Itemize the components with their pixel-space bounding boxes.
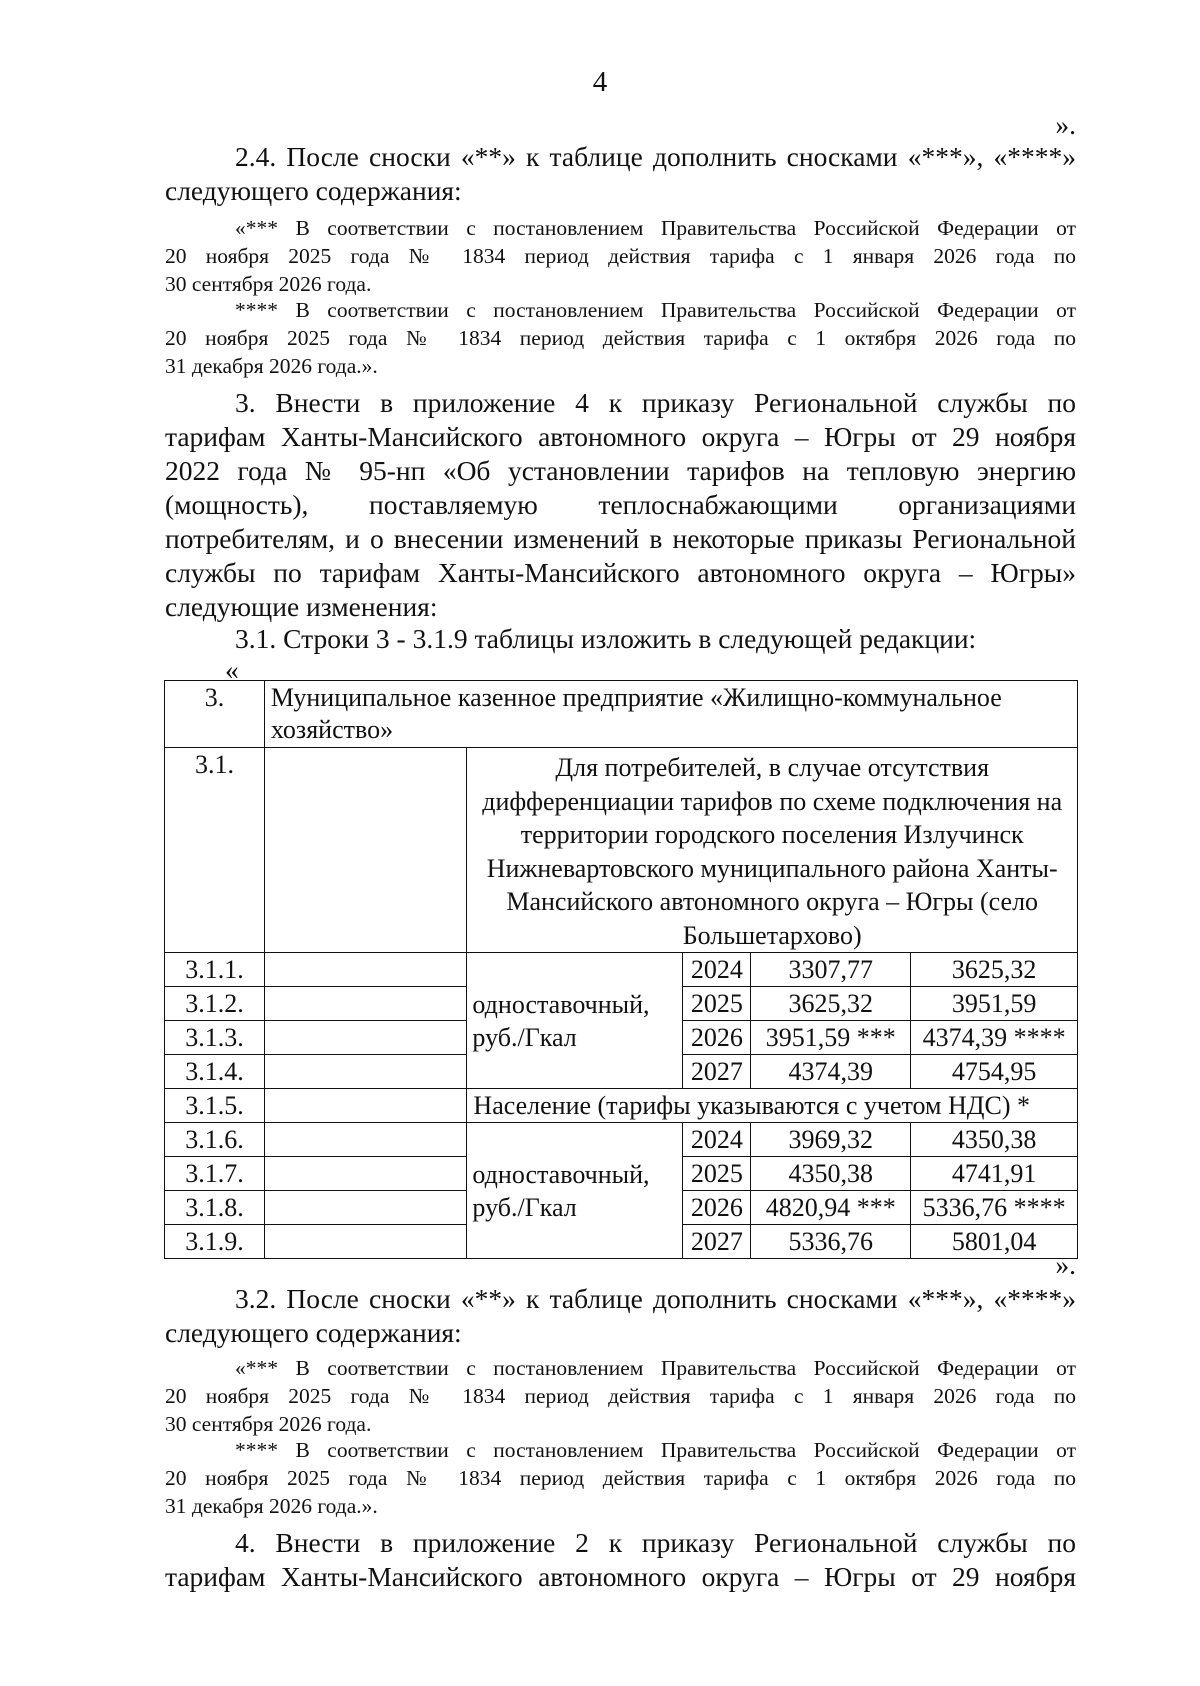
text-line: службы по тарифам Ханты-Мансийского автономного округа – Югры» bbox=[165, 557, 1076, 588]
tariff-type: одноставочный, руб./Гкал bbox=[467, 1123, 683, 1259]
text-line: тарифам Ханты-Мансийского автономного округа – Югры от 29 ноября bbox=[165, 421, 1076, 452]
tariff-value-second-half: 4350,38 bbox=[911, 1123, 1078, 1157]
opening-quote: « bbox=[225, 654, 239, 685]
empty-cell bbox=[264, 1191, 467, 1225]
text-line: 2.4. После сноски «**» к таблице дополнить сносками «***», «****» bbox=[235, 141, 1076, 172]
consumer-group-description: Для потребителей, в случае отсутствия дифференциации тарифов по схеме подключения на территории городского поселения Излучинск Нижневартовского муниципального района Ханты-Мансийского автономного округа – Югры (село Большетархово) bbox=[467, 748, 1078, 953]
empty-cell bbox=[264, 987, 467, 1021]
row-number: 3.1.4. bbox=[165, 1055, 265, 1089]
text-line: **** В соответствии с постановлением Правительства Российской Федерации от bbox=[235, 1438, 1076, 1462]
empty-cell bbox=[264, 1157, 467, 1191]
text-line: тарифам Ханты-Мансийского автономного округа – Югры от 29 ноября bbox=[165, 1561, 1076, 1592]
text-line: 4. Внести в приложение 2 к приказу Региональной службы по bbox=[235, 1527, 1076, 1558]
text-line: потребителям, и о внесении изменений в некоторые приказы Региональной bbox=[165, 523, 1076, 554]
closing-quote: ». bbox=[1055, 1249, 1076, 1280]
row-number: 3.1.8. bbox=[165, 1191, 265, 1225]
paragraph-3-2 bbox=[165, 1282, 1076, 1350]
row-number: 3.1.7. bbox=[165, 1157, 265, 1191]
tariff-value-first-half: 3951,59 *** bbox=[751, 1021, 911, 1055]
text-line: 20 ноября 2025 года № 1834 период действия тарифа с 1 октября 2026 года по bbox=[165, 1466, 1076, 1490]
tariff-value-first-half: 4820,94 *** bbox=[751, 1191, 911, 1225]
year-cell: 2024 bbox=[683, 953, 751, 987]
row-number: 3. bbox=[165, 681, 265, 748]
row-number: 3.1.3. bbox=[165, 1021, 265, 1055]
table-row bbox=[165, 1089, 1078, 1123]
row-number: 3.1.1. bbox=[165, 953, 265, 987]
text-line: следующие изменения: bbox=[165, 591, 438, 622]
year-cell: 2025 bbox=[683, 1157, 751, 1191]
year-cell: 2027 bbox=[683, 1225, 751, 1259]
row-number: 3.1.2. bbox=[165, 987, 265, 1021]
text-line: (мощность), поставляемую теплоснабжающими организациями bbox=[165, 489, 1076, 520]
footnote-4-stars bbox=[165, 296, 1076, 380]
row-number: 3.1.9. bbox=[165, 1225, 265, 1259]
empty-cell bbox=[264, 1021, 467, 1055]
text-line: 31 декабря 2026 года.». bbox=[165, 1494, 378, 1518]
tariff-table bbox=[164, 680, 1078, 1259]
footnote-3-stars bbox=[165, 1354, 1076, 1438]
table-row bbox=[165, 953, 1078, 987]
tariff-value-second-half: 3951,59 bbox=[911, 987, 1078, 1021]
tariff-type: одноставочный, руб./Гкал bbox=[467, 953, 683, 1089]
text-line: 31 декабря 2026 года.». bbox=[165, 354, 378, 378]
text-line: следующего содержания: bbox=[165, 1317, 462, 1348]
year-cell: 2025 bbox=[683, 987, 751, 1021]
empty-cell bbox=[264, 748, 467, 953]
tariff-value-second-half: 5801,04 bbox=[911, 1225, 1078, 1259]
text-line: 20 ноября 2025 года № 1834 период действия тарифа с 1 октября 2026 года по bbox=[165, 326, 1076, 350]
paragraph-2-4 bbox=[165, 140, 1076, 208]
paragraph-3-1: 3.1. Строки 3 - 3.1.9 таблицы изложить в следующей редакции: bbox=[235, 623, 977, 654]
population-group-description: Население (тарифы указываются с учетом НДС) * bbox=[467, 1089, 1078, 1123]
row-number: 3.1.5. bbox=[165, 1089, 265, 1123]
empty-cell bbox=[264, 1055, 467, 1089]
empty-cell bbox=[264, 953, 467, 987]
footnote-3-stars bbox=[165, 214, 1076, 298]
text-line: 20 ноября 2025 года № 1834 период действия тарифа с 1 января 2026 года по bbox=[165, 1384, 1076, 1408]
tariff-value-second-half: 3625,32 bbox=[911, 953, 1078, 987]
tariff-value-first-half: 5336,76 bbox=[751, 1225, 911, 1259]
organization-name: Муниципальное казенное предприятие «Жилищно-коммунальное хозяйство» bbox=[264, 681, 1077, 748]
paragraph-4 bbox=[165, 1526, 1076, 1594]
table-row bbox=[165, 1123, 1078, 1157]
text-line: 3. Внести в приложение 4 к приказу Региональной службы по bbox=[235, 387, 1076, 418]
year-cell: 2026 bbox=[683, 1191, 751, 1225]
text-line: **** В соответствии с постановлением Правительства Российской Федерации от bbox=[235, 298, 1076, 322]
text-line: 2022 года № 95-нп «Об установлении тарифов на тепловую энергию bbox=[165, 455, 1076, 486]
empty-cell bbox=[264, 1123, 467, 1157]
footnote-4-stars bbox=[165, 1436, 1076, 1520]
text-line: следующего содержания: bbox=[165, 175, 462, 206]
paragraph-3 bbox=[165, 386, 1076, 624]
text-line: 30 сентября 2026 года. bbox=[165, 1412, 372, 1436]
tariff-value-first-half: 4374,39 bbox=[751, 1055, 911, 1089]
table-row bbox=[165, 748, 1078, 953]
row-number: 3.1.6. bbox=[165, 1123, 265, 1157]
row-number: 3.1. bbox=[165, 748, 265, 953]
tariff-value-second-half: 4741,91 bbox=[911, 1157, 1078, 1191]
year-cell: 2027 bbox=[683, 1055, 751, 1089]
tariff-value-first-half: 3969,32 bbox=[751, 1123, 911, 1157]
text-line: «*** В соответствии с постановлением Правительства Российской Федерации от bbox=[235, 216, 1076, 240]
tariff-value-first-half: 3307,77 bbox=[751, 953, 911, 987]
text-line: 20 ноября 2025 года № 1834 период действия тарифа с 1 января 2026 года по bbox=[165, 244, 1076, 268]
tariff-value-first-half: 4350,38 bbox=[751, 1157, 911, 1191]
table-row bbox=[165, 681, 1078, 748]
text-line: «*** В соответствии с постановлением Правительства Российской Федерации от bbox=[235, 1356, 1076, 1380]
tariff-value-first-half: 3625,32 bbox=[751, 987, 911, 1021]
tariff-value-second-half: 4754,95 bbox=[911, 1055, 1078, 1089]
text-line: 3.2. После сноски «**» к таблице дополнить сносками «***», «****» bbox=[235, 1283, 1076, 1314]
year-cell: 2024 bbox=[683, 1123, 751, 1157]
tariff-value-second-half: 4374,39 **** bbox=[911, 1021, 1078, 1055]
page-number: 4 bbox=[592, 66, 608, 98]
text-line: 30 сентября 2026 года. bbox=[165, 272, 372, 296]
empty-cell bbox=[264, 1089, 467, 1123]
closing-quote: ». bbox=[1055, 109, 1076, 140]
year-cell: 2026 bbox=[683, 1021, 751, 1055]
tariff-value-second-half: 5336,76 **** bbox=[911, 1191, 1078, 1225]
